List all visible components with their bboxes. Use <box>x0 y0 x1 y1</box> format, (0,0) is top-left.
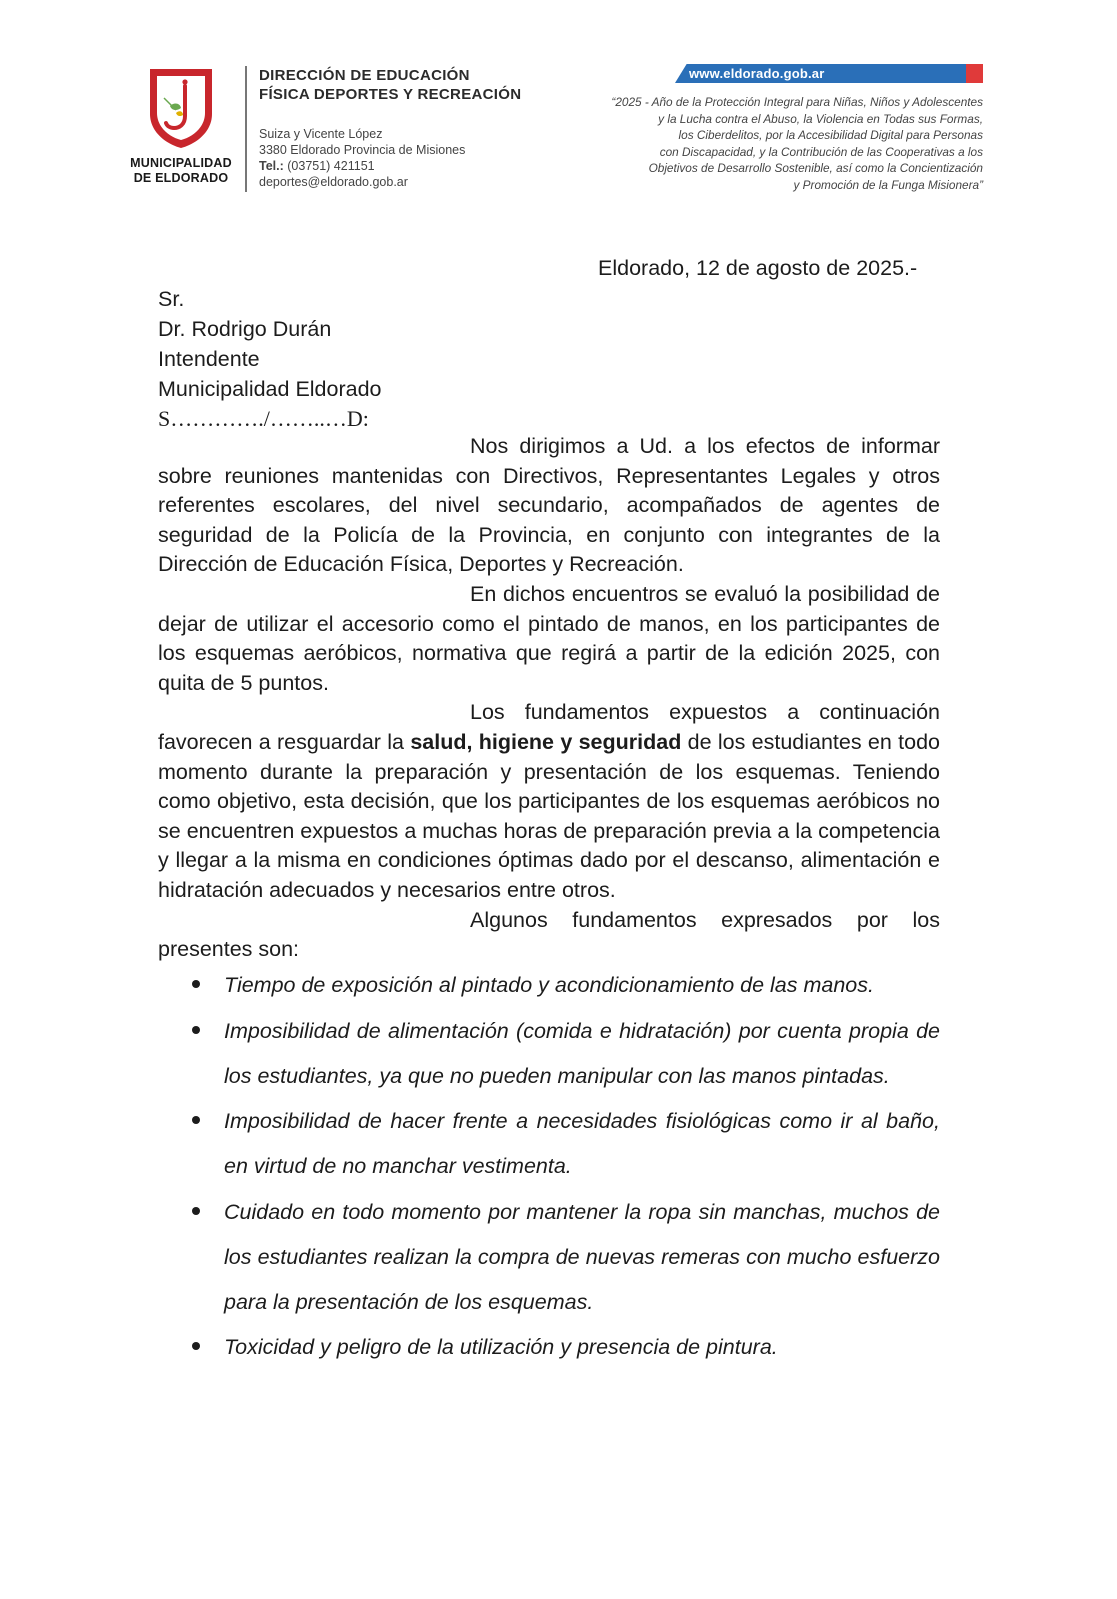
paragraph-3-emphasis: salud, higiene y seguridad <box>410 729 682 754</box>
recipient-line: Dr. Rodrigo Durán <box>158 317 332 341</box>
paragraph-2: En dichos encuentros se evaluó la posibilidad de dejar de utilizar el accesorio como el pintado de manos, en los participantes de los esquemas aeróbicos, normativa que regirá a partir de la edición 2025, con quita de 5 puntos. <box>158 581 940 695</box>
list-item-text: Imposibilidad de hacer frente a necesidades fisiológicas como ir al baño, en virtud de no manchar vestimenta. <box>224 1109 940 1179</box>
motto-line: y la Lucha contra el Abuso, la Violencia en Todas sus Formas, <box>658 111 983 126</box>
list-item-text: Cuidado en todo momento por mantener la ropa sin manchas, muchos de los estudiantes realizan la compra de nuevas remeras con mucho esfuerzo para la presentación de los esquemas. <box>224 1199 940 1314</box>
municipality-name-line-1: MUNICIPALIDAD <box>130 156 232 170</box>
recipient-line: Municipalidad Eldorado <box>158 377 382 401</box>
recipient-block <box>158 284 382 434</box>
reasons-list <box>158 963 940 1371</box>
email-address: deportes@eldorado.gob.ar <box>259 175 408 189</box>
phone-value: (03751) 421151 <box>283 159 375 173</box>
website-banner <box>675 64 983 83</box>
motto-line: con Discapacidad, y la Contribución de las Cooperativas a los <box>659 144 983 159</box>
list-item <box>158 1009 940 1099</box>
recipient-line: Sr. <box>158 287 185 311</box>
letter-body <box>158 432 940 965</box>
list-item <box>158 963 940 1008</box>
municipality-logo <box>126 66 236 186</box>
municipality-name-line-2: DE ELDORADO <box>133 171 229 185</box>
paragraph-3-end: de los estudiantes en todo momento durante la preparación y presentación de los esquemas. Teniendo como objetivo, esta decisión, que los participantes de los esquemas aeróbicos no se encuentren expuestos a muchas horas de preparación previa a la competencia y llegar a la misma en condiciones óptimas dado por el descanso, alimentación e hidratación adecuados y necesarios entre otros. <box>158 729 940 902</box>
list-item <box>158 1325 940 1370</box>
list-item <box>158 1099 940 1189</box>
paragraph-1: Nos dirigimos a Ud. a los efectos de informar sobre reuniones mantenidas con Directivos, Representantes Legales y otros referentes escolares, del nivel secundario, acompañados de agentes de seguridad de la Policía de la Provincia, en conjunto con integrantes de la Dirección de Educación Física, Deportes y Recreación. <box>158 434 940 577</box>
address-line-1: Suiza y Vicente López <box>259 127 383 141</box>
address-line-2: 3380 Eldorado Provincia de Misiones <box>259 143 466 157</box>
bullet-icon <box>192 1342 200 1350</box>
recipient-line: Intendente <box>158 347 260 371</box>
paragraph-4: Algunos fundamentos expresados por los presentes son: <box>158 907 940 962</box>
phone-label: Tel.: <box>259 159 284 173</box>
letterhead-divider <box>245 66 247 192</box>
website-url: www.eldorado.gob.ar <box>689 66 825 81</box>
year-motto <box>523 94 983 194</box>
department-title-line-2: FÍSICA DEPORTES Y RECREACIÓN <box>259 86 522 103</box>
paragraph-3 <box>158 698 940 905</box>
list-item-text: Tiempo de exposición al pintado y acondicionamiento de las manos. <box>224 973 874 997</box>
letter-date: Eldorado, 12 de agosto de 2025.- <box>598 256 918 280</box>
bullet-icon <box>192 1026 200 1034</box>
department-title-line-1: DIRECCIÓN DE EDUCACIÓN <box>259 67 470 84</box>
salutation: S…………./……..…D: <box>158 406 369 431</box>
paragraph-3-start: Los fundamentos expuestos a continuación favorecen a resguardar la <box>158 700 940 754</box>
bullet-icon <box>192 1116 200 1124</box>
bullet-icon <box>192 980 200 988</box>
phone-line <box>259 158 549 174</box>
banner-red-strip <box>966 64 983 83</box>
department-contact <box>259 126 549 190</box>
list-item <box>158 1190 940 1324</box>
department-block <box>259 66 549 190</box>
motto-line: y Promoción de la Funga Misionera” <box>793 177 983 192</box>
list-item-text: Imposibilidad de alimentación (comida e hidratación) por cuenta propia de los estudiantes, ya que no pueden manipular con las manos pintadas. <box>224 1018 940 1088</box>
municipal-shield-icon <box>146 66 216 150</box>
motto-line: “2025 - Año de la Protección Integral para Niñas, Niños y Adolescentes <box>611 95 983 109</box>
list-item-text: Toxicidad y peligro de la utilización y presencia de pintura. <box>224 1335 778 1360</box>
motto-line: Objetivos de Desarrollo Sostenible, así como la Concientización <box>648 161 983 176</box>
bullet-icon <box>192 1207 200 1215</box>
motto-line: los Ciberdelitos, por la Accesibilidad Digital para Personas <box>678 128 983 143</box>
